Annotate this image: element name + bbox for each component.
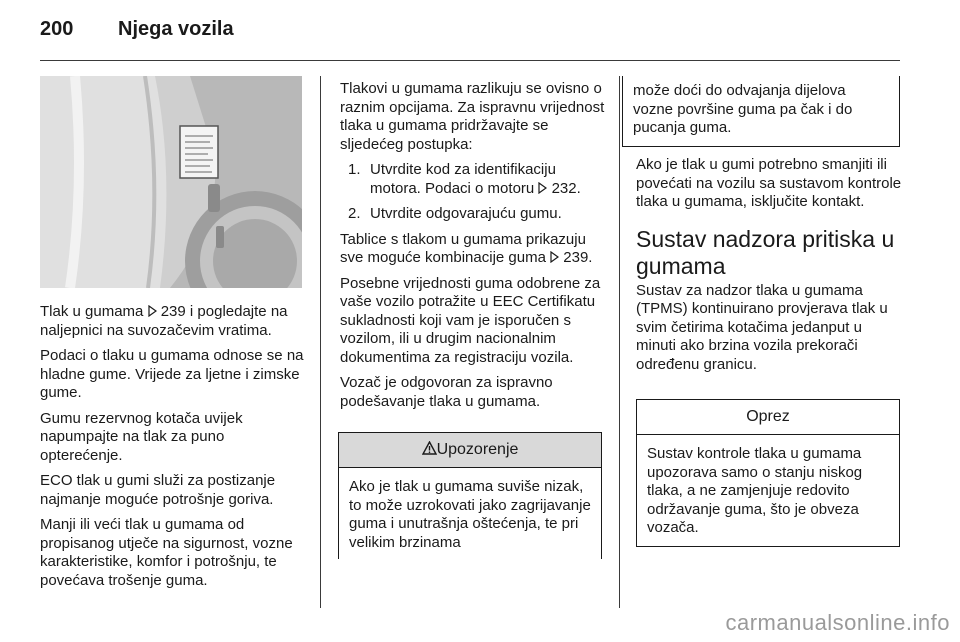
- column-divider-2: [619, 76, 620, 608]
- ref-arrow-icon: [538, 180, 547, 197]
- watermark: carmanualsonline.info: [725, 610, 950, 635]
- paragraph: Vozač je odgovoran za ispravno podešavanje tlaka u gumama.: [340, 374, 553, 410]
- list-item: 1. Utvrdite kod za identifikaciju motora. Podaci o motoru 232.: [348, 161, 581, 197]
- paragraph: Gumu rezervnog kotača uvijek napumpajte na tlak za puno opterećenje.: [40, 409, 243, 464]
- paragraph: Tlak u gumama 239 i pogledajte na naljepnici na suvozačevim vratima.: [40, 303, 288, 339]
- door-label-illustration: [40, 76, 302, 288]
- paragraph: Podaci o tlaku u gumama odnose se na hladne gume. Vrijede za ljetne i zimske gume.: [40, 347, 304, 401]
- paragraph: ECO tlak u gumi služi za postizanje najmanje moguće potrošnje goriva.: [40, 472, 276, 508]
- warning-triangle-icon: [422, 441, 437, 458]
- note-body: Sustav kontrole tlaka u gumama upozorava samo o stanju niskog tlaka, a ne zamjenjuje redovito održavanje guma, što je obveza vozača.: [647, 445, 863, 536]
- header-rule: [40, 60, 900, 61]
- column-1: [40, 303, 310, 597]
- list-item: 2. Utvrdite odgovarajuću gumu.: [348, 205, 562, 222]
- warning-body: Ako je tlak u gumama suviše nizak, to može uzrokovati jako zagrijavanje guma i unutrašnja oštećenja, te pri velikim brzinama: [349, 478, 591, 551]
- column-3: [636, 156, 904, 381]
- page-number: 200: [40, 18, 74, 40]
- paragraph: Sustav za nadzor tlaka u gumama (TPMS) kontinuirano provjerava tlak u svim četirima kotačima jedanput u minuti ako brzina vozila prekorači određenu granicu.: [636, 281, 888, 373]
- ref-arrow-icon: [550, 249, 559, 266]
- page-title: Njega vozila: [118, 18, 234, 40]
- paragraph: Ako je tlak u gumi potrebno smanjiti ili povećati na vozilu sa sustavom kontrole tlaka u gumama, isključite kontakt.: [636, 156, 902, 210]
- column-2: [340, 80, 605, 418]
- paragraph: Tablice s tlakom u gumama prikazuju sve moguće kombinacije guma 239.: [340, 230, 593, 266]
- note-box-header: Oprez: [637, 400, 899, 435]
- warning-box: [338, 432, 602, 559]
- warning-box-header: [339, 433, 601, 468]
- warning-box-continued: [622, 76, 900, 147]
- column-divider-1: [320, 76, 321, 608]
- warning-continued-body: može doći do odvajanja dijelova vozne površine guma pa čak i do pucanja guma.: [633, 82, 853, 136]
- section-heading: Sustav nadzora pritiska u gumama: [636, 225, 895, 279]
- paragraph: Tlakovi u gumama razlikuju se ovisno o raznim opcijama. Za ispravnu vrijednost tlaka u gumama pridržavajte se sljedećeg postupka:: [340, 80, 605, 153]
- ref-arrow-icon: [148, 303, 157, 320]
- paragraph: Posebne vrijednosti guma odobrene za vaše vozilo potražite u EEC Certifikatu sukladnosti koji vam je isporučen s vozilom, ili u drugim nacionalnim dokumentima za registraciju vozila.: [340, 274, 601, 366]
- paragraph: Manji ili veći tlak u gumama od propisanog utječe na sigurnost, vozne karakteristike, komfor i potrošnju, te povećava trošenje guma.: [40, 516, 293, 589]
- warning-title: Upozorenje: [436, 441, 519, 458]
- note-box: [636, 399, 900, 547]
- steps-list: [340, 161, 605, 224]
